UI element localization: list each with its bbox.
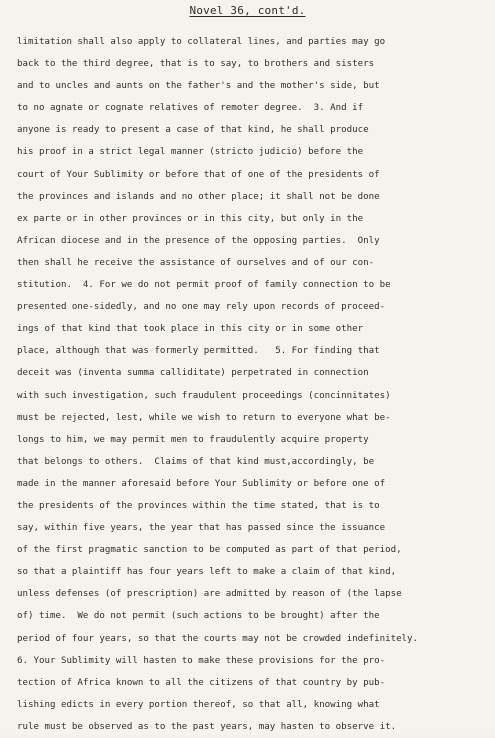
- text-line-21: made in the manner aforesaid before Your Sublimity or before one of: [17, 478, 386, 489]
- text-line-15: place, although that was formerly permitted. 5. For finding that: [17, 346, 380, 357]
- body-text: [17, 31, 487, 738]
- text-line-30: tection of Africa known to all the citizens of that country by pub-: [17, 677, 386, 688]
- text-line-17: with such investigation, such fraudulent proceedings (concinnitates): [17, 390, 391, 401]
- text-line-14: ings of that kind that took place in this city or in some other: [17, 324, 364, 335]
- text-line-6: his proof in a strict legal manner (stricto judicio) before the: [17, 147, 364, 158]
- text-line-18: must be rejected, lest, while we wish to return to everyone what be-: [17, 412, 391, 423]
- text-line-3: and to uncles and aunts on the father's and the mother's side, but: [17, 81, 380, 92]
- text-line-27: of) time. We do not permit (such actions to be brought) after the: [17, 611, 380, 622]
- text-line-29: 6. Your Sublimity will hasten to make these provisions for the pro-: [17, 655, 386, 666]
- text-line-7: court of Your Sublimity or before that of one of the presidents of: [17, 169, 380, 180]
- text-line-20: that belongs to others. Claims of that kind must,accordingly, be: [17, 456, 375, 467]
- text-line-24: of the first pragmatic sanction to be computed as part of that period,: [17, 545, 402, 556]
- page-heading: [0, 4, 495, 17]
- text-line-26: unless defenses (of prescription) are admitted by reason of (the lapse: [17, 589, 402, 600]
- text-line-4: to no agnate or cognate relatives of remoter degree. 3. And if: [17, 103, 364, 114]
- text-line-9: ex parte or in other provinces or in this city, but only in the: [17, 213, 364, 224]
- text-line-28: period of four years, so that the courts may not be crowded indefinitely.: [17, 633, 419, 644]
- text-line-25: so that a plaintiff has four years left to make a claim of that kind,: [17, 567, 397, 578]
- text-line-31: lishing edicts in every portion thereof, so that all, knowing what: [17, 699, 380, 710]
- text-line-10: African diocese and in the presence of the opposing parties. Only: [17, 235, 380, 246]
- text-line-16: deceit was (inventa summa calliditate) perpetrated in connection: [17, 368, 369, 379]
- text-line-19: longs to him, we may permit men to fraudulently acquire property: [17, 434, 369, 445]
- heading-text: Novel 36, cont'd.: [189, 4, 306, 17]
- text-line-11: then shall he receive the assistance of ourselves and of our con-: [17, 257, 375, 268]
- text-line-2: back to the third degree, that is to say, to brothers and sisters: [17, 59, 375, 70]
- text-line-1: limitation shall also apply to collateral lines, and parties may go: [17, 37, 386, 47]
- text-line-12: stitution. 4. For we do not permit proof of family connection to be: [17, 280, 391, 291]
- text-line-5: anyone is ready to present a case of that kind, he shall produce: [17, 125, 369, 136]
- text-line-23: say, within five years, the year that has passed since the issuance: [17, 523, 386, 534]
- text-line-8: the provinces and islands and no other place; it shall not be done: [17, 191, 380, 202]
- text-line-13: presented one-sidedly, and no one may rely upon records of proceed-: [17, 302, 386, 313]
- text-line-32: rule must be observed as to the past years, may hasten to observe it.: [17, 721, 397, 732]
- text-line-22: the presidents of the provinces within the time stated, that is to: [17, 500, 380, 511]
